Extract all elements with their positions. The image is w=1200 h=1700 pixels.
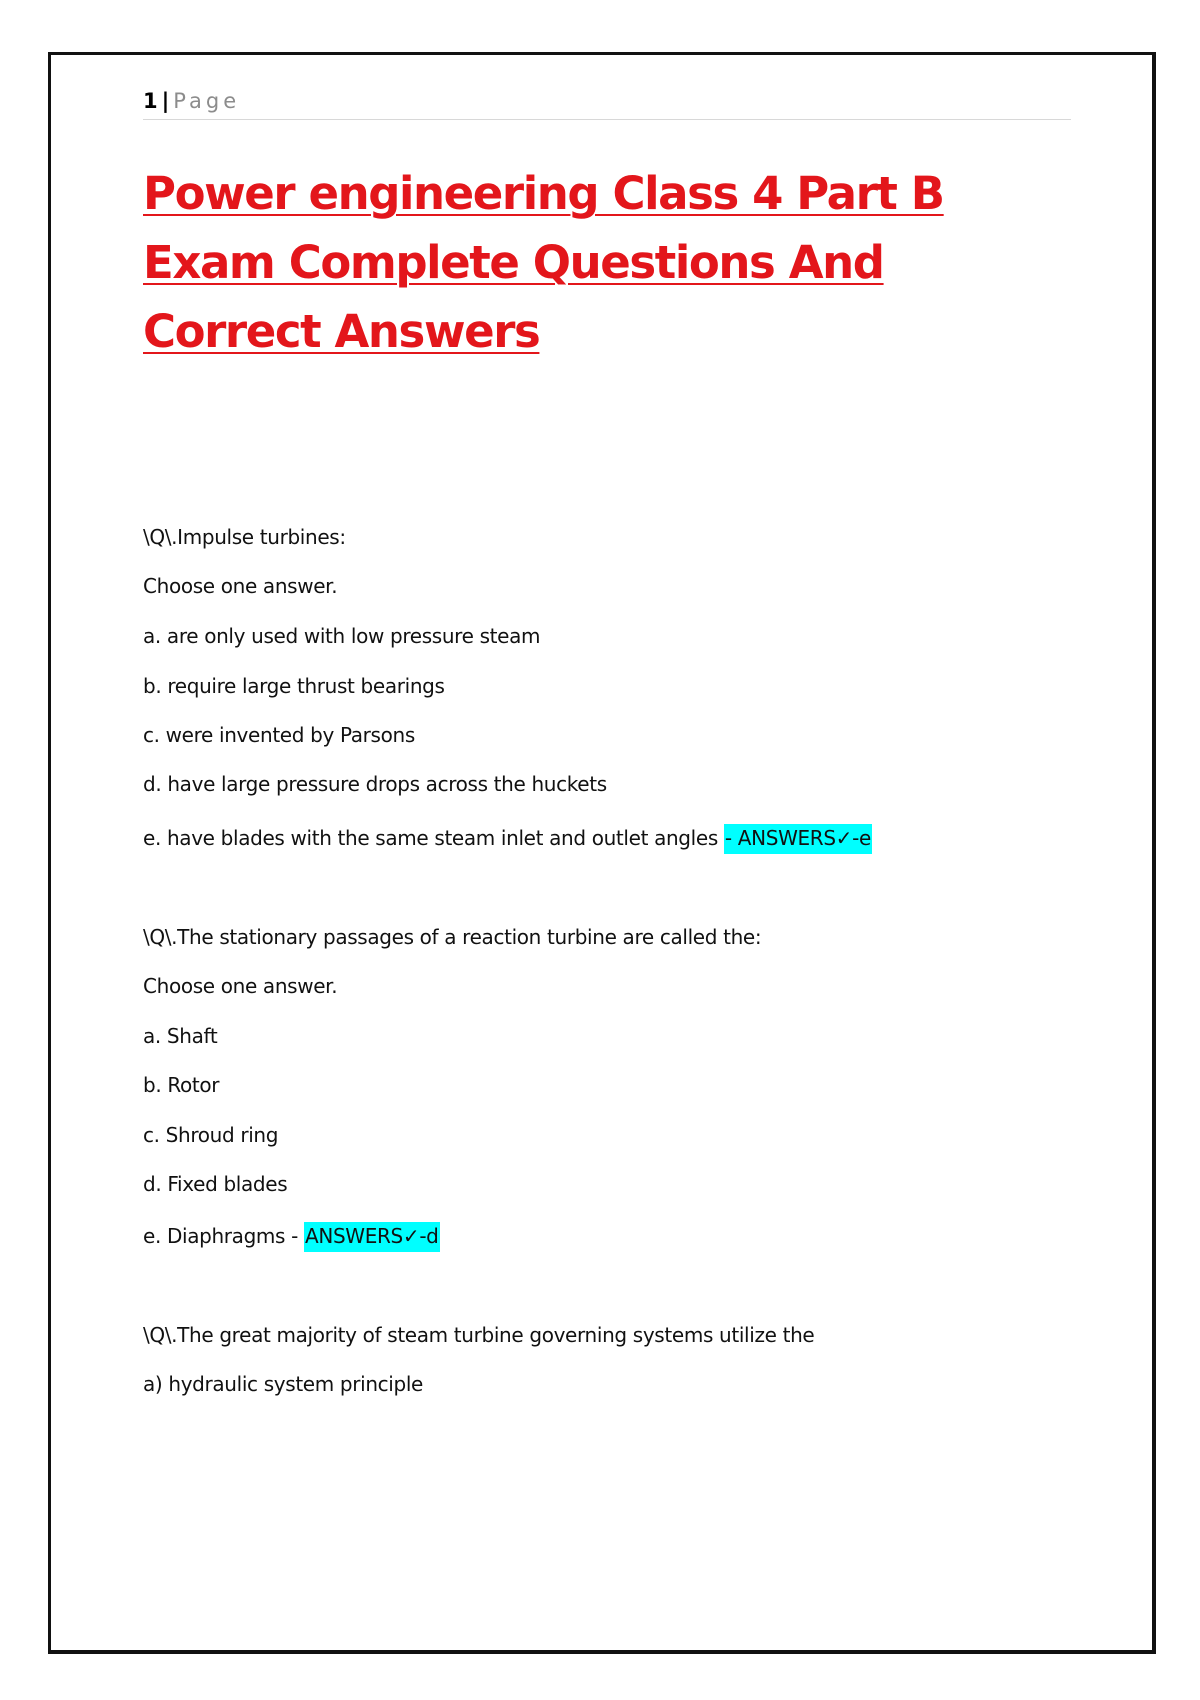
question-1-text: \Q\.Impulse turbines: xyxy=(143,525,346,549)
page-number: 1 xyxy=(143,89,158,113)
question-1-option-c: c. were invented by Parsons xyxy=(143,723,415,747)
question-3-option-a: a) hydraulic system principle xyxy=(143,1372,424,1396)
page-label: Page xyxy=(173,89,241,113)
page-header xyxy=(143,83,1071,120)
question-2-instruction: Choose one answer. xyxy=(143,974,338,998)
question-2-option-e: e. Diaphragms - xyxy=(143,1224,305,1248)
question-1-instruction: Choose one answer. xyxy=(143,574,338,598)
header-separator: | xyxy=(161,89,170,113)
question-2-option-d: d. Fixed blades xyxy=(143,1172,288,1196)
question-2-option-b: b. Rotor xyxy=(143,1073,220,1097)
question-2-option-c: c. Shroud ring xyxy=(143,1123,279,1147)
question-2-text: \Q\.The stationary passages of a reaction turbine are called the: xyxy=(143,925,762,949)
question-2-answer-highlight: ANSWERS✓-d xyxy=(304,1222,440,1252)
question-1-option-d: d. have large pressure drops across the huckets xyxy=(143,772,607,796)
question-1-answer-highlight: - ANSWERS✓-e xyxy=(724,824,872,854)
question-1-option-a: a. are only used with low pressure steam xyxy=(143,624,541,648)
document-page xyxy=(48,52,1156,1654)
question-1-option-e-row xyxy=(143,823,872,853)
question-3-text: \Q\.The great majority of steam turbine governing systems utilize the xyxy=(143,1323,815,1347)
question-1-option-b: b. require large thrust bearings xyxy=(143,674,445,698)
document-title: Power engineering Class 4 Part B Exam Complete Questions And Correct Answers xyxy=(143,167,944,358)
question-2-option-a: a. Shaft xyxy=(143,1024,218,1048)
question-2-option-e-row xyxy=(143,1221,440,1251)
question-1-option-e: e. have blades with the same steam inlet and outlet angles xyxy=(143,826,724,850)
